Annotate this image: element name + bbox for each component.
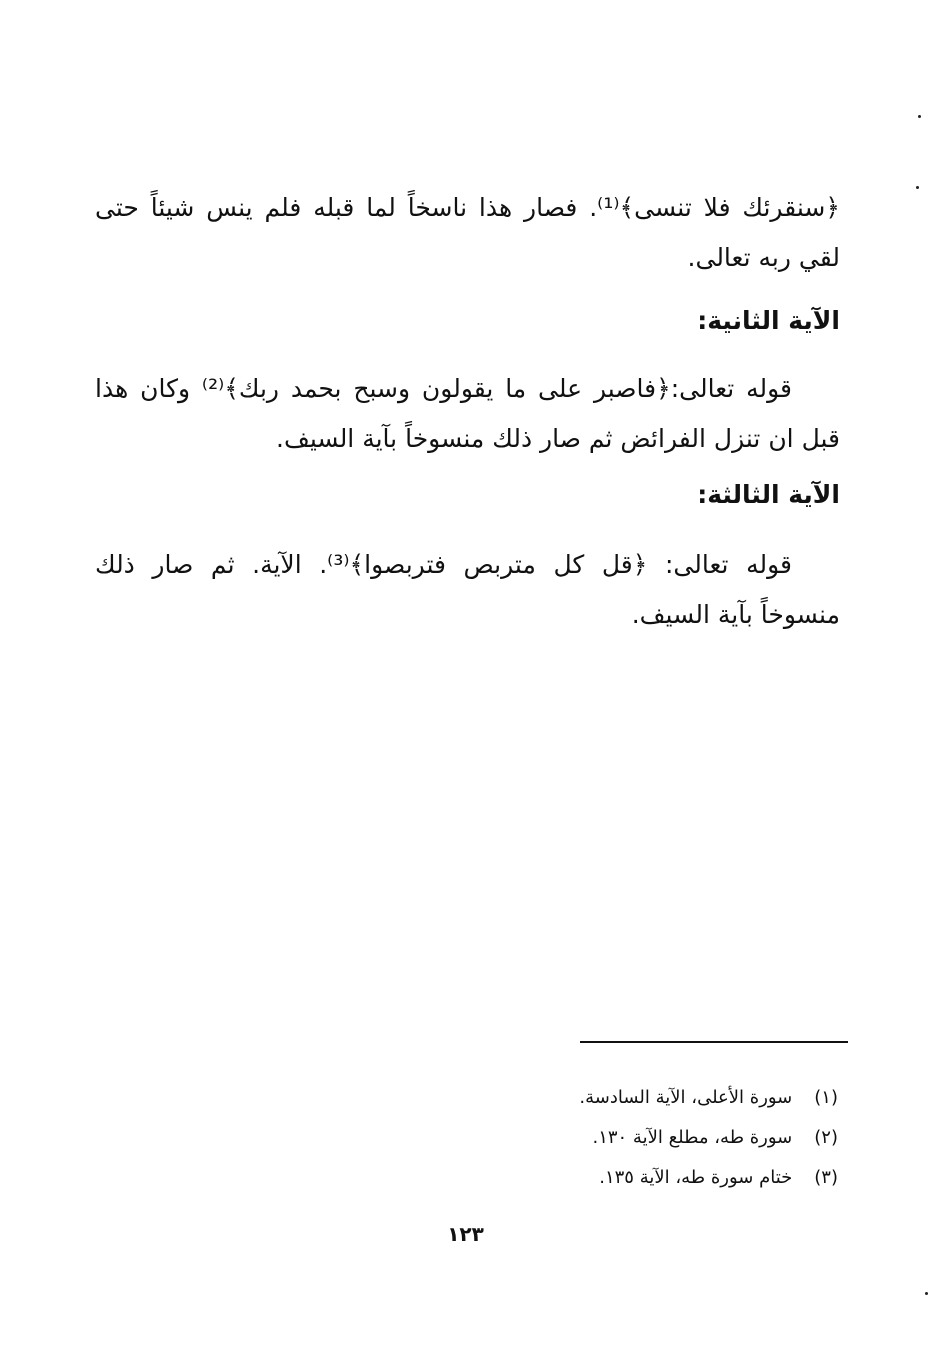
page-number: ١٢٣ xyxy=(447,1222,484,1246)
footnote-item xyxy=(579,1118,838,1158)
paragraph-2 xyxy=(95,364,840,464)
footnote-number: (١) xyxy=(814,1087,838,1108)
scan-speck xyxy=(918,115,921,118)
paragraph-3-line-2: منسوخاً بآية السيف. xyxy=(631,600,840,629)
footnote-text: سورة طه، مطلع الآية ١٣٠. xyxy=(592,1127,793,1148)
paragraph-3 xyxy=(95,540,840,640)
footnote-item xyxy=(579,1158,838,1198)
heading-third-verse: الآية الثالثة: xyxy=(697,480,840,509)
footnote-text: سورة الأعلى، الآية السادسة. xyxy=(579,1087,793,1108)
paragraph-1-line-2: لقي ربه تعالى. xyxy=(687,243,840,272)
scan-speck xyxy=(916,186,919,189)
paragraph-1-line-1: ﴿سنقرئك فلا تنسى﴾⁽¹⁾. فصار هذا ناسخاً لما قبله فلم ينس شيئاً حتى xyxy=(95,193,840,222)
footnote-text: ختام سورة طه، الآية ١٣٥. xyxy=(599,1167,793,1188)
paragraph-1 xyxy=(95,183,840,283)
footnotes xyxy=(579,1078,838,1198)
footnote-number: (٢) xyxy=(814,1127,838,1148)
paragraph-2-line-2: قبل ان تنزل الفرائض ثم صار ذلك منسوخاً بآية السيف. xyxy=(276,424,840,453)
footnote-separator xyxy=(580,1041,848,1043)
paragraph-2-line-1: قوله تعالى:﴿فاصبر على ما يقولون وسبح بحمد ربك﴾⁽²⁾ وكان هذا xyxy=(95,374,792,403)
heading-second-verse: الآية الثانية: xyxy=(697,306,840,335)
footnote-number: (٣) xyxy=(814,1167,838,1188)
paragraph-3-line-1: قوله تعالى: ﴿قل كل متربص فتربصوا﴾⁽³⁾. الآية. ثم صار ذلك xyxy=(95,550,792,579)
scan-speck xyxy=(925,1292,928,1295)
footnote-item xyxy=(579,1078,838,1118)
